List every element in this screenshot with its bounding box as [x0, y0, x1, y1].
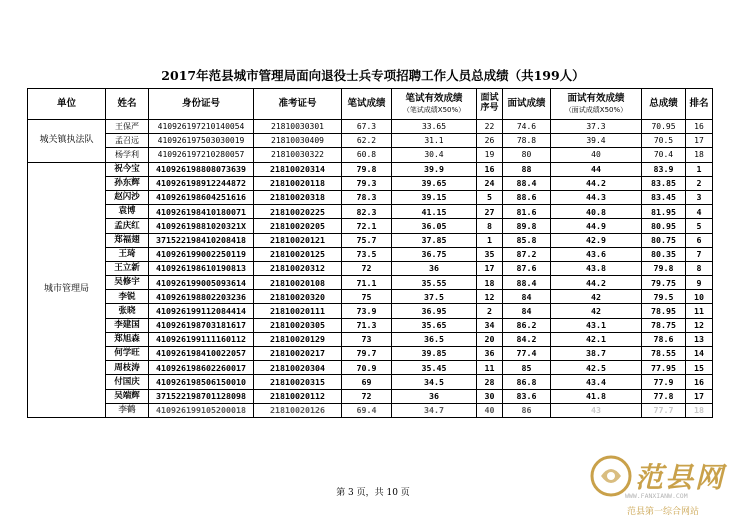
cell-id-number: 410926199112084414	[149, 304, 254, 318]
header-written-effective	[392, 89, 477, 120]
table-row	[28, 120, 713, 134]
cell-rank: 13	[686, 332, 713, 346]
cell-interview-order: 2	[477, 304, 503, 318]
cell-exam-number: 21810020318	[254, 190, 342, 204]
cell-rank: 10	[686, 290, 713, 304]
table-row	[28, 290, 713, 304]
cell-name: 张晓	[106, 304, 149, 318]
cell-written-score: 71.1	[342, 276, 392, 290]
cell-id-number: 410926197503030019	[149, 134, 254, 148]
table-row	[28, 375, 713, 389]
header-exam-number: 准考证号	[254, 89, 342, 120]
cell-interview-score: 84	[503, 304, 551, 318]
header-written-score: 笔试成绩	[342, 89, 392, 120]
cell-id-number: 410926198410022057	[149, 347, 254, 361]
cell-written-score: 69	[342, 375, 392, 389]
cell-written-effective: 36.05	[392, 219, 477, 233]
cell-interview-effective: 43.1	[551, 318, 642, 332]
cell-name: 吴修宇	[106, 276, 149, 290]
cell-written-score: 73.5	[342, 247, 392, 261]
cell-interview-order: 18	[477, 276, 503, 290]
cell-exam-number: 21810030322	[254, 148, 342, 162]
table-row	[28, 261, 713, 275]
cell-written-score: 60.8	[342, 148, 392, 162]
cell-interview-order: 22	[477, 120, 503, 134]
cell-interview-order: 35	[477, 247, 503, 261]
cell-exam-number: 21810020314	[254, 162, 342, 176]
cell-rank: 17	[686, 134, 713, 148]
table-row	[28, 205, 713, 219]
cell-total: 83.45	[642, 190, 686, 204]
cell-id-number: 410926199005093614	[149, 276, 254, 290]
cell-interview-order: 5	[477, 190, 503, 204]
cell-interview-order: 1	[477, 233, 503, 247]
cell-written-score: 71.3	[342, 318, 392, 332]
cell-interview-score: 84	[503, 290, 551, 304]
cell-name: 孟庆红	[106, 219, 149, 233]
cell-total: 79.75	[642, 276, 686, 290]
cell-total: 80.95	[642, 219, 686, 233]
cell-interview-effective: 40.8	[551, 205, 642, 219]
cell-written-score: 73	[342, 332, 392, 346]
cell-rank: 4	[686, 205, 713, 219]
cell-written-score: 72	[342, 389, 392, 403]
table-body	[28, 120, 713, 418]
cell-rank: 2	[686, 176, 713, 190]
cell-id-number: 410926198808073639	[149, 162, 254, 176]
cell-total: 78.6	[642, 332, 686, 346]
cell-name: 何学旺	[106, 347, 149, 361]
table-row	[28, 318, 713, 332]
watermark-slogan: 范县第一综合网站	[627, 507, 700, 517]
cell-interview-score: 86	[503, 403, 551, 417]
cell-exam-number: 21810020320	[254, 290, 342, 304]
cell-rank: 11	[686, 304, 713, 318]
cell-written-score: 67.3	[342, 120, 392, 134]
cell-name: 孟召远	[106, 134, 149, 148]
cell-exam-number: 21810020225	[254, 205, 342, 219]
cell-interview-score: 80	[503, 148, 551, 162]
cell-interview-score: 88	[503, 162, 551, 176]
cell-interview-effective: 42.1	[551, 332, 642, 346]
cell-interview-order: 34	[477, 318, 503, 332]
cell-interview-effective: 43.6	[551, 247, 642, 261]
cell-id-number: 410926198802203236	[149, 290, 254, 304]
cell-id-number: 410926198410180071	[149, 205, 254, 219]
watermark	[585, 452, 735, 522]
cell-interview-score: 81.6	[503, 205, 551, 219]
cell-name: 郑旭森	[106, 332, 149, 346]
cell-interview-score: 88.4	[503, 176, 551, 190]
cell-written-effective: 36.5	[392, 332, 477, 346]
cell-rank: 18	[686, 148, 713, 162]
cell-interview-order: 19	[477, 148, 503, 162]
table-row	[28, 233, 713, 247]
cell-written-effective: 36.75	[392, 247, 477, 261]
cell-interview-order: 30	[477, 389, 503, 403]
table-row	[28, 304, 713, 318]
cell-written-effective: 35.45	[392, 361, 477, 375]
cell-id-number: 410926199111160112	[149, 332, 254, 346]
cell-written-score: 79.3	[342, 176, 392, 190]
cell-interview-score: 89.8	[503, 219, 551, 233]
table-row	[28, 190, 713, 204]
cell-written-score: 82.3	[342, 205, 392, 219]
cell-written-score: 72.1	[342, 219, 392, 233]
header-id-number: 身份证号	[149, 89, 254, 120]
cell-interview-order: 17	[477, 261, 503, 275]
score-table	[27, 88, 713, 418]
cell-written-effective: 31.1	[392, 134, 477, 148]
cell-total: 79.8	[642, 261, 686, 275]
cell-rank: 9	[686, 276, 713, 290]
cell-exam-number: 21810020126	[254, 403, 342, 417]
cell-total: 77.95	[642, 361, 686, 375]
cell-rank: 1	[686, 162, 713, 176]
header-interview-order	[477, 89, 503, 120]
cell-rank: 8	[686, 261, 713, 275]
cell-interview-score: 77.4	[503, 347, 551, 361]
cell-interview-order: 16	[477, 162, 503, 176]
cell-exam-number: 21810030409	[254, 134, 342, 148]
header-interview-score: 面试成绩	[503, 89, 551, 120]
table-row	[28, 276, 713, 290]
cell-rank: 17	[686, 389, 713, 403]
cell-id-number: 410926199002250119	[149, 247, 254, 261]
cell-exam-number: 21810020217	[254, 347, 342, 361]
table-row	[28, 148, 713, 162]
cell-interview-effective: 43.4	[551, 375, 642, 389]
cell-total: 81.95	[642, 205, 686, 219]
cell-exam-number: 21810020121	[254, 233, 342, 247]
table-row	[28, 219, 713, 233]
cell-interview-order: 27	[477, 205, 503, 219]
cell-name: 周枝涛	[106, 361, 149, 375]
cell-interview-score: 87.6	[503, 261, 551, 275]
cell-interview-order: 12	[477, 290, 503, 304]
cell-written-effective: 36.95	[392, 304, 477, 318]
cell-id-number: 41092619881020321X	[149, 219, 254, 233]
cell-written-effective: 34.7	[392, 403, 477, 417]
cell-interview-effective: 44	[551, 162, 642, 176]
cell-written-effective: 35.65	[392, 318, 477, 332]
cell-total: 78.75	[642, 318, 686, 332]
header-rank: 排名	[686, 89, 713, 120]
cell-interview-score: 84.2	[503, 332, 551, 346]
cell-total: 83.9	[642, 162, 686, 176]
cell-interview-effective: 42	[551, 290, 642, 304]
cell-interview-effective: 40	[551, 148, 642, 162]
cell-id-number: 410926198602260017	[149, 361, 254, 375]
cell-unit: 城关镇执法队	[28, 120, 106, 163]
cell-interview-effective: 43	[551, 403, 642, 417]
cell-written-score: 62.2	[342, 134, 392, 148]
cell-total: 70.4	[642, 148, 686, 162]
cell-interview-score: 85	[503, 361, 551, 375]
cell-id-number: 410926198506150010	[149, 375, 254, 389]
cell-id-number: 371522198701128098	[149, 389, 254, 403]
cell-written-effective: 36	[392, 389, 477, 403]
cell-total: 77.8	[642, 389, 686, 403]
cell-id-number: 410926197210280057	[149, 148, 254, 162]
cell-written-effective: 36	[392, 261, 477, 275]
cell-written-score: 73.9	[342, 304, 392, 318]
cell-id-number: 410926198604251616	[149, 190, 254, 204]
cell-interview-score: 85.8	[503, 233, 551, 247]
cell-interview-score: 86.8	[503, 375, 551, 389]
cell-total: 83.85	[642, 176, 686, 190]
cell-rank: 16	[686, 120, 713, 134]
cell-exam-number: 21810030301	[254, 120, 342, 134]
cell-name: 王立新	[106, 261, 149, 275]
table-row	[28, 389, 713, 403]
cell-id-number: 371522198410208418	[149, 233, 254, 247]
cell-written-score: 79.8	[342, 162, 392, 176]
cell-interview-effective: 39.4	[551, 134, 642, 148]
cell-total: 80.75	[642, 233, 686, 247]
cell-written-effective: 41.15	[392, 205, 477, 219]
cell-interview-effective: 41.8	[551, 389, 642, 403]
cell-interview-effective: 44.2	[551, 276, 642, 290]
cell-rank: 14	[686, 347, 713, 361]
cell-name: 袁博	[106, 205, 149, 219]
cell-unit: 城市管理局	[28, 162, 106, 417]
header-interview-effective-label: 面试有效成绩	[567, 93, 625, 105]
cell-interview-order: 20	[477, 332, 503, 346]
cell-id-number: 410926199105200018	[149, 403, 254, 417]
header-name: 姓名	[106, 89, 149, 120]
cell-written-effective: 30.4	[392, 148, 477, 162]
cell-written-score: 75.7	[342, 233, 392, 247]
cell-total: 70.5	[642, 134, 686, 148]
table-row	[28, 247, 713, 261]
cell-exam-number: 21810020118	[254, 176, 342, 190]
cell-rank: 5	[686, 219, 713, 233]
cell-name: 赵闪沙	[106, 190, 149, 204]
cell-interview-order: 40	[477, 403, 503, 417]
cell-name: 王保严	[106, 120, 149, 134]
table-row	[28, 162, 713, 176]
cell-name: 李鹤	[106, 403, 149, 417]
header-interview-effective	[551, 89, 642, 120]
table-row	[28, 332, 713, 346]
cell-rank: 18	[686, 403, 713, 417]
cell-written-effective: 39.9	[392, 162, 477, 176]
cell-written-effective: 39.15	[392, 190, 477, 204]
cell-written-score: 70.9	[342, 361, 392, 375]
cell-written-score: 75	[342, 290, 392, 304]
cell-interview-effective: 42.5	[551, 361, 642, 375]
cell-rank: 7	[686, 247, 713, 261]
cell-interview-score: 86.2	[503, 318, 551, 332]
cell-name: 杨学利	[106, 148, 149, 162]
cell-written-score: 79.7	[342, 347, 392, 361]
cell-name: 李锐	[106, 290, 149, 304]
table-row	[28, 134, 713, 148]
watermark-site-name: 范县网	[635, 461, 726, 494]
cell-exam-number: 21810020304	[254, 361, 342, 375]
cell-interview-effective: 38.7	[551, 347, 642, 361]
cell-name: 李建国	[106, 318, 149, 332]
cell-written-score: 72	[342, 261, 392, 275]
cell-name: 祝今宝	[106, 162, 149, 176]
cell-total: 80.35	[642, 247, 686, 261]
cell-interview-effective: 42.9	[551, 233, 642, 247]
header-unit: 单位	[28, 89, 106, 120]
table-row	[28, 176, 713, 190]
cell-name: 王琦	[106, 247, 149, 261]
cell-written-effective: 37.85	[392, 233, 477, 247]
cell-interview-score: 88.6	[503, 190, 551, 204]
cell-exam-number: 21810020112	[254, 389, 342, 403]
cell-interview-score: 87.2	[503, 247, 551, 261]
table-row	[28, 403, 713, 417]
cell-rank: 3	[686, 190, 713, 204]
cell-rank: 12	[686, 318, 713, 332]
watermark-url: WWW.FANXIANW.COM	[625, 492, 688, 500]
cell-interview-order: 26	[477, 134, 503, 148]
cell-written-effective: 35.55	[392, 276, 477, 290]
header-total: 总成绩	[642, 89, 686, 120]
cell-exam-number: 21810020305	[254, 318, 342, 332]
cell-interview-effective: 44.2	[551, 176, 642, 190]
page-footer: 第 3 页，共 10 页	[336, 488, 410, 498]
cell-name: 郑福翅	[106, 233, 149, 247]
cell-written-score: 69.4	[342, 403, 392, 417]
cell-exam-number: 21810020315	[254, 375, 342, 389]
cell-name: 吴端辉	[106, 389, 149, 403]
cell-interview-effective: 44.9	[551, 219, 642, 233]
cell-total: 78.95	[642, 304, 686, 318]
cell-interview-effective: 44.3	[551, 190, 642, 204]
header-interview-effective-note: （面试成绩X50%）	[564, 105, 628, 114]
cell-name: 孙东辉	[106, 176, 149, 190]
cell-exam-number: 21810020108	[254, 276, 342, 290]
cell-interview-score: 83.6	[503, 389, 551, 403]
cell-interview-score: 88.4	[503, 276, 551, 290]
cell-id-number: 410926198912244872	[149, 176, 254, 190]
cell-interview-order: 24	[477, 176, 503, 190]
cell-id-number: 410926198610190813	[149, 261, 254, 275]
cell-exam-number: 21810020312	[254, 261, 342, 275]
cell-interview-effective: 37.3	[551, 120, 642, 134]
document-title: 2017年范县城市管理局面向退役士兵专项招聘工作人员总成绩（共199人）	[161, 68, 585, 83]
cell-written-effective: 39.85	[392, 347, 477, 361]
cell-interview-score: 78.8	[503, 134, 551, 148]
cell-exam-number: 21810020111	[254, 304, 342, 318]
cell-exam-number: 21810020205	[254, 219, 342, 233]
cell-written-score: 78.3	[342, 190, 392, 204]
cell-exam-number: 21810020125	[254, 247, 342, 261]
cell-exam-number: 21810020129	[254, 332, 342, 346]
header-written-effective-note: （笔试成绩X50%）	[402, 105, 466, 114]
cell-written-effective: 34.5	[392, 375, 477, 389]
cell-total: 79.5	[642, 290, 686, 304]
cell-total: 70.95	[642, 120, 686, 134]
cell-interview-score: 74.6	[503, 120, 551, 134]
cell-rank: 15	[686, 361, 713, 375]
header-written-effective-label: 笔试有效成绩	[405, 93, 463, 105]
cell-name: 付国庆	[106, 375, 149, 389]
cell-interview-order: 8	[477, 219, 503, 233]
cell-total: 77.9	[642, 375, 686, 389]
cell-written-effective: 33.65	[392, 120, 477, 134]
cell-rank: 6	[686, 233, 713, 247]
cell-interview-order: 11	[477, 361, 503, 375]
cell-interview-effective: 42	[551, 304, 642, 318]
table-row	[28, 347, 713, 361]
header-interview-order-label: 面试序号	[480, 93, 499, 113]
cell-written-effective: 39.65	[392, 176, 477, 190]
cell-id-number: 410926198703181617	[149, 318, 254, 332]
table-row	[28, 361, 713, 375]
cell-interview-order: 28	[477, 375, 503, 389]
cell-interview-order: 36	[477, 347, 503, 361]
cell-written-effective: 37.5	[392, 290, 477, 304]
cell-total: 77.7	[642, 403, 686, 417]
cell-rank: 16	[686, 375, 713, 389]
cell-total: 78.55	[642, 347, 686, 361]
cell-interview-effective: 43.8	[551, 261, 642, 275]
header-row	[28, 89, 713, 120]
cell-id-number: 410926197210140054	[149, 120, 254, 134]
